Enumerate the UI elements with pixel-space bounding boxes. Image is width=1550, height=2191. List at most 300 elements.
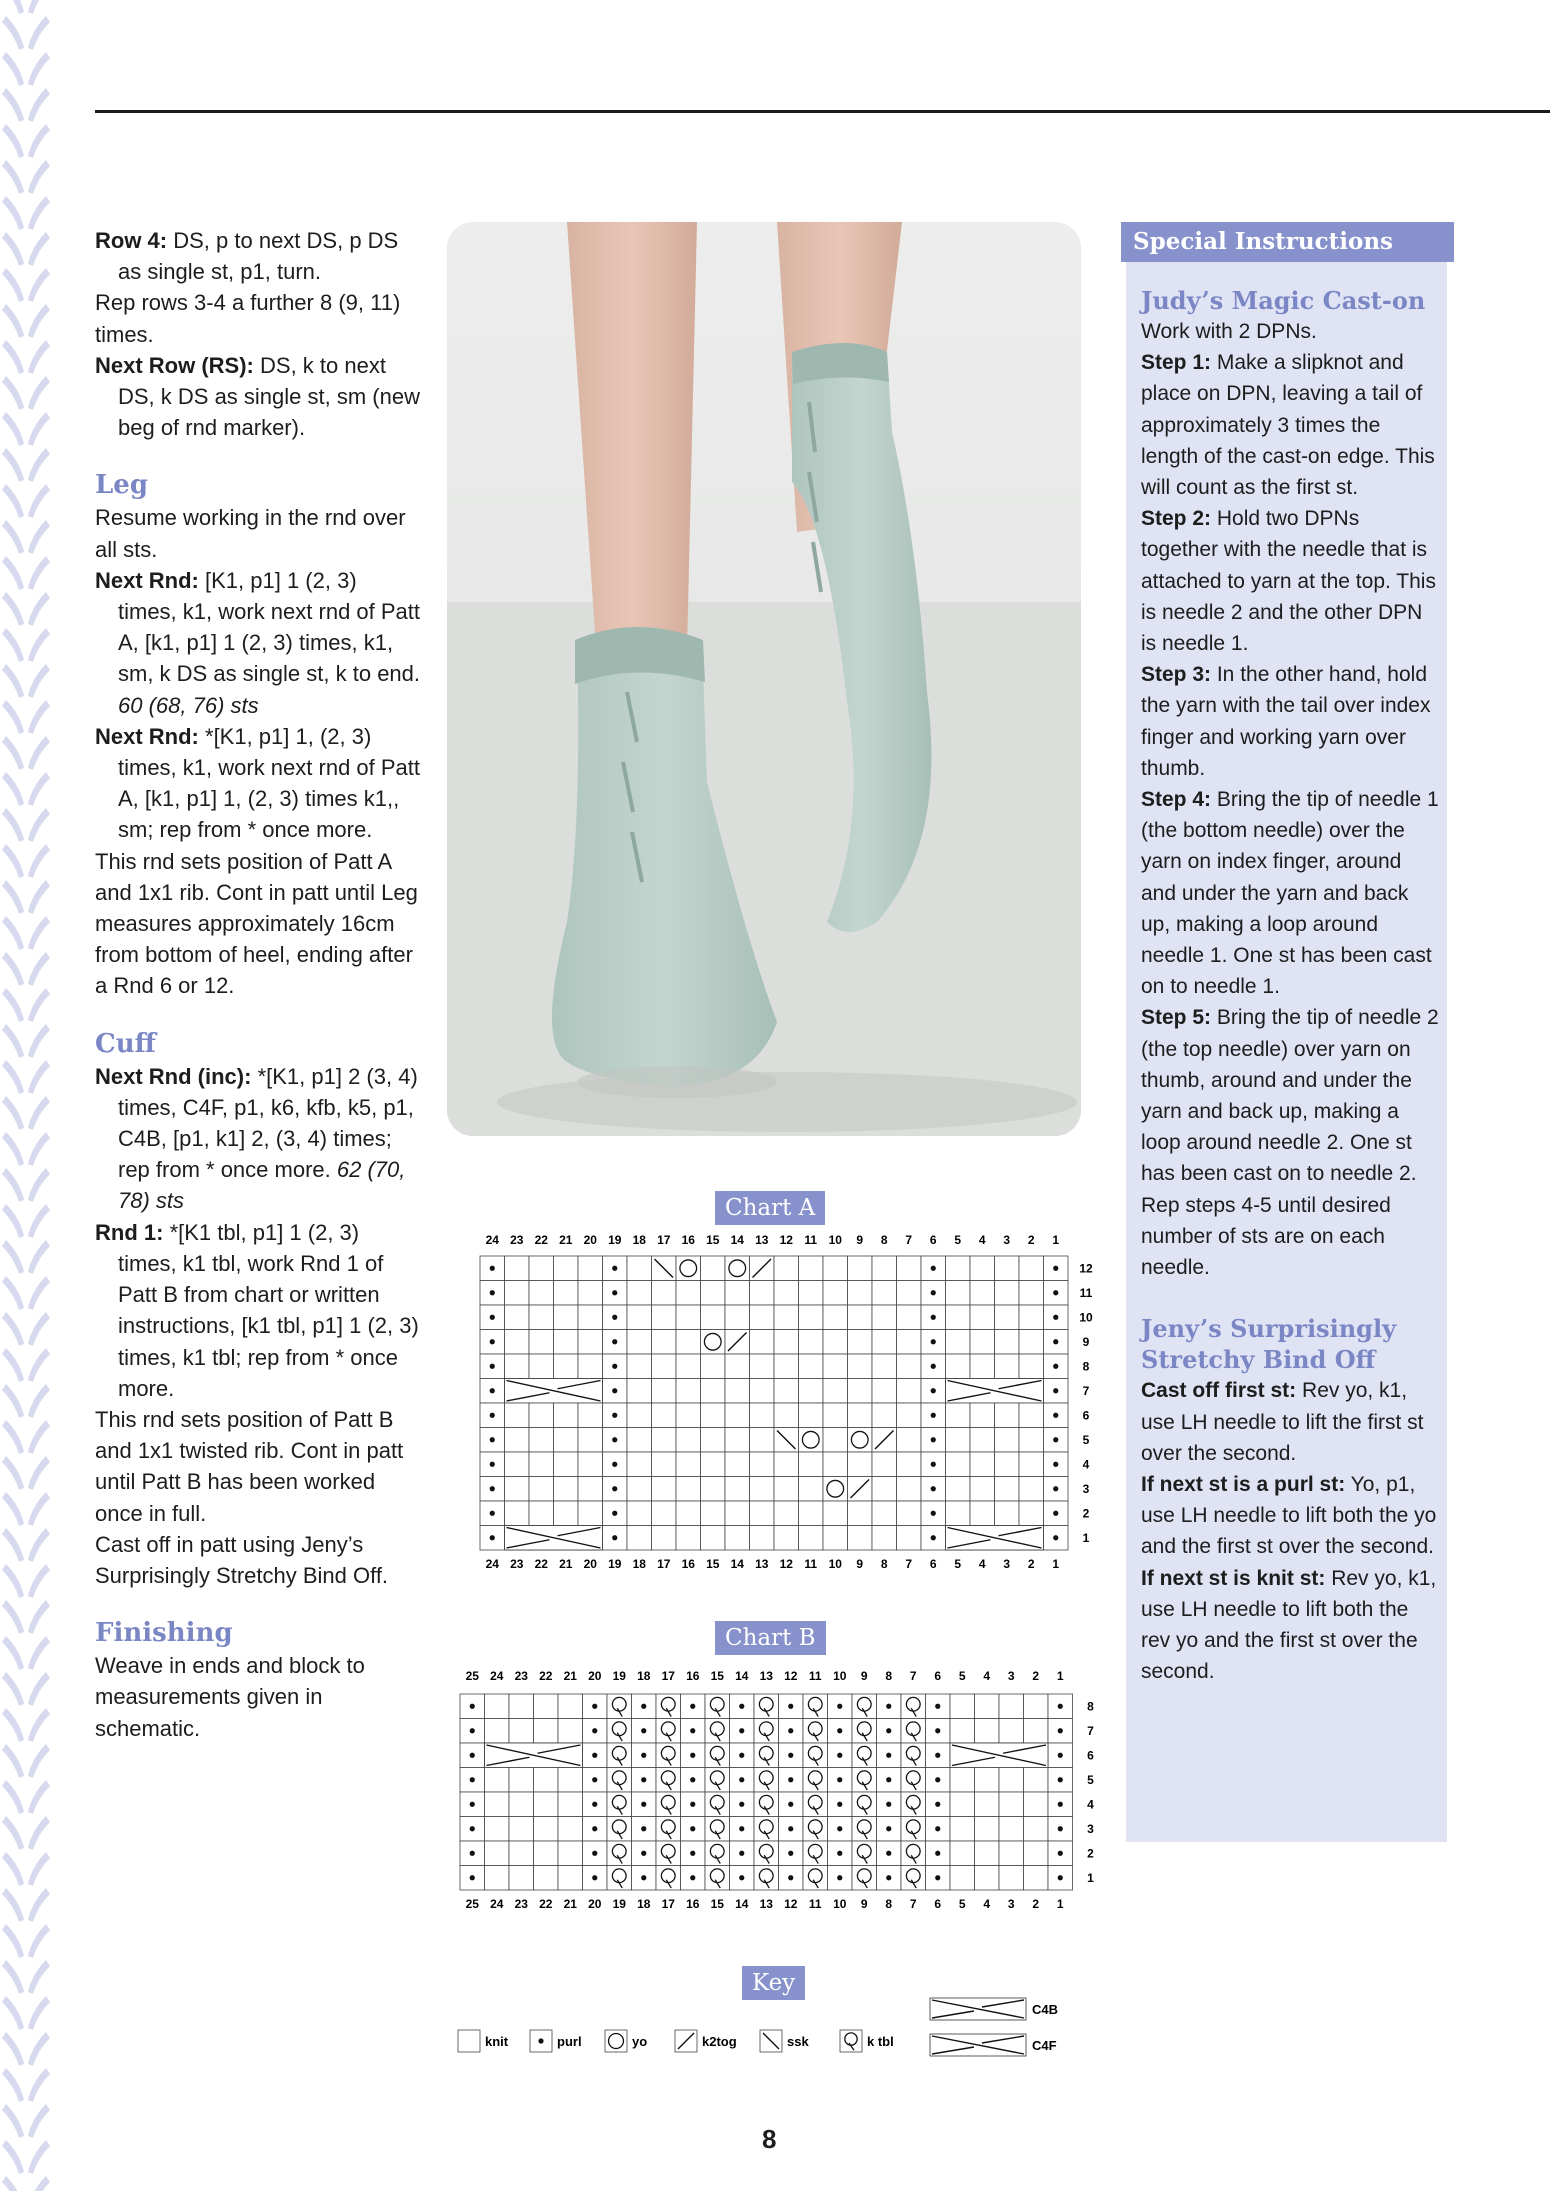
chart-a-col-label: 20 — [583, 1557, 597, 1571]
purl-symbol — [935, 1802, 940, 1807]
purl-symbol — [837, 1851, 842, 1856]
chart-a-cell — [946, 1428, 971, 1453]
chart-b-col-label: 18 — [637, 1669, 651, 1683]
chart-a-cell — [652, 1526, 677, 1551]
chart-a-col-label: 15 — [706, 1557, 720, 1571]
chart-b-cell — [534, 1792, 559, 1817]
chart-b-col-label: 11 — [808, 1669, 822, 1683]
chart-a-cell — [897, 1403, 922, 1428]
chart-a-cell — [848, 1526, 873, 1551]
chart-a-col-label: 19 — [608, 1557, 622, 1571]
chart-a-cell — [554, 1305, 579, 1330]
judy-heading: Judy’s Magic Cast-on — [1141, 286, 1426, 315]
purl-symbol — [1053, 1266, 1058, 1271]
purl-symbol — [935, 1753, 940, 1758]
next-row-rs-instruction: Next Row (RS): DS, k to next DS, k DS as single st, sm (new beg of rnd marker). — [95, 352, 420, 441]
chart-b — [450, 1660, 1110, 1920]
purl-symbol — [935, 1704, 940, 1709]
purl-symbol — [641, 1875, 646, 1880]
chart-a-cell — [970, 1330, 995, 1355]
purl-symbol — [788, 1802, 793, 1807]
chart-a-cell — [627, 1379, 652, 1404]
chart-a-cell — [750, 1428, 775, 1453]
chart-b-col-label: 11 — [808, 1897, 822, 1911]
purl-symbol — [1058, 1802, 1063, 1807]
purl-symbol — [1053, 1339, 1058, 1344]
c4b-cable-symbol — [950, 1743, 1048, 1768]
chart-b-col-label: 14 — [735, 1669, 749, 1683]
purl-symbol — [739, 1777, 744, 1782]
purl-symbol — [612, 1290, 617, 1295]
judy-step-1: Step 1: Make a slipknot and place on DPN, leaving a tail of approximately 3 times the length of the cast-on edge. This will count as the first st. — [1141, 351, 1435, 500]
ssk-key-label: ssk — [787, 2034, 809, 2049]
chart-a-row-label: 10 — [1079, 1310, 1093, 1325]
chart-a-cell — [676, 1354, 701, 1379]
chart-a-cell — [774, 1379, 799, 1404]
k2tog-key-label: k2tog — [702, 2034, 737, 2049]
chart-a-cell — [578, 1281, 603, 1306]
chart-a-cell — [529, 1501, 554, 1526]
purl-symbol — [931, 1266, 936, 1271]
leg-next-rnd-1: Next Rnd: [K1, p1] 1 (2, 3) times, k1, work next rnd of Patt A, [k1, p1] 1 (2, 3) times, k1, sm, k DS as single st, k to end. 60 (68, 76) sts — [95, 567, 421, 718]
chart-b-col-label: 20 — [588, 1669, 602, 1683]
chart-a-cell — [799, 1330, 824, 1355]
purl-symbol — [592, 1826, 597, 1831]
c4f-key-label: C4F — [1032, 2038, 1057, 2053]
chart-a-cell — [848, 1281, 873, 1306]
purl-symbol — [1058, 1704, 1063, 1709]
braid-border — [0, 0, 52, 2191]
purl-symbol — [1053, 1486, 1058, 1491]
chart-a-cell — [701, 1452, 726, 1477]
chart-a-cell — [1019, 1330, 1044, 1355]
chart-a-cell — [774, 1330, 799, 1355]
chart-a-cell — [799, 1379, 824, 1404]
purl-symbol — [935, 1826, 940, 1831]
chart-b-cell — [950, 1817, 975, 1842]
chart-a-cell — [554, 1330, 579, 1355]
chart-a-cell — [872, 1256, 897, 1281]
chart-a-cell — [1019, 1354, 1044, 1379]
purl-symbol — [1058, 1753, 1063, 1758]
top-rule — [95, 110, 1550, 113]
chart-a-col-label: 24 — [485, 1557, 499, 1571]
chart-a-cell — [1019, 1452, 1044, 1477]
chart-a-cell — [554, 1256, 579, 1281]
chart-a-cell — [627, 1354, 652, 1379]
chart-a-col-label: 14 — [730, 1557, 744, 1571]
chart-b-cell — [558, 1817, 583, 1842]
chart-a-cell — [701, 1281, 726, 1306]
chart-b-cell — [975, 1792, 1000, 1817]
c4f-cable-symbol — [485, 1743, 583, 1768]
purl-symbol — [690, 1826, 695, 1831]
chart-b-cell — [485, 1768, 510, 1793]
chart-b-col-label: 21 — [563, 1669, 577, 1683]
chart-a-cell — [799, 1305, 824, 1330]
purl-symbol — [739, 1826, 744, 1831]
chart-b-col-label: 12 — [784, 1669, 798, 1683]
chart-a-cell — [725, 1281, 750, 1306]
purl-symbol — [739, 1802, 744, 1807]
purl-symbol — [490, 1315, 495, 1320]
purl-symbol — [739, 1753, 744, 1758]
chart-a-cell — [676, 1501, 701, 1526]
purl-symbol — [592, 1728, 597, 1733]
chart-a-col-label: 13 — [755, 1233, 769, 1247]
chart-b-cell — [534, 1841, 559, 1866]
chart-b-cell — [509, 1719, 534, 1744]
chart-a-cell — [995, 1403, 1020, 1428]
chart-b-cell — [509, 1792, 534, 1817]
chart-a-cell — [995, 1305, 1020, 1330]
purl-symbol — [935, 1777, 940, 1782]
chart-a-cell — [995, 1501, 1020, 1526]
chart-a-row-label: 4 — [1082, 1457, 1090, 1472]
chart-b-col-label: 9 — [860, 1897, 868, 1911]
chart-b-cell — [485, 1694, 510, 1719]
purl-symbol — [690, 1851, 695, 1856]
chart-a-col-label: 17 — [657, 1233, 671, 1247]
purl-symbol — [931, 1462, 936, 1467]
chart-b-cell — [509, 1694, 534, 1719]
chart-a-cell — [823, 1281, 848, 1306]
chart-a-cell — [505, 1354, 530, 1379]
chart-a-cell — [529, 1305, 554, 1330]
yo-key-label: yo — [632, 2034, 648, 2049]
chart-a-col-label: 1 — [1052, 1557, 1060, 1571]
chart-b-col-label: 15 — [710, 1669, 724, 1683]
chart-a-cell — [750, 1330, 775, 1355]
purl-symbol — [837, 1753, 842, 1758]
chart-a-cell — [970, 1256, 995, 1281]
purl-symbol — [931, 1339, 936, 1344]
chart-a-cell — [676, 1477, 701, 1502]
purl-symbol — [641, 1851, 646, 1856]
chart-b-cell — [509, 1866, 534, 1891]
chart-a-cell — [897, 1428, 922, 1453]
chart-a-cell — [750, 1354, 775, 1379]
chart-a-cell — [701, 1526, 726, 1551]
purl-symbol — [612, 1535, 617, 1540]
chart-a-cell — [946, 1281, 971, 1306]
chart-b-cell — [509, 1817, 534, 1842]
chart-b-col-label: 4 — [983, 1669, 991, 1683]
chart-a-cell — [946, 1354, 971, 1379]
chart-a-row-label: 8 — [1082, 1359, 1090, 1374]
purl-symbol — [931, 1364, 936, 1369]
chart-a-cell — [848, 1501, 873, 1526]
purl-symbol — [931, 1413, 936, 1418]
chart-a-cell — [897, 1281, 922, 1306]
chart-a-cell — [701, 1403, 726, 1428]
chart-a-cell — [676, 1281, 701, 1306]
chart-b-col-label: 19 — [612, 1897, 626, 1911]
chart-b-cell — [975, 1768, 1000, 1793]
purl-symbol — [1053, 1511, 1058, 1516]
chart-a-cell — [627, 1403, 652, 1428]
chart-a-cell — [750, 1379, 775, 1404]
chart-a-cell — [848, 1403, 873, 1428]
chart-a-cell — [799, 1452, 824, 1477]
chart-a-cell — [995, 1354, 1020, 1379]
chart-b-col-label: 25 — [465, 1669, 479, 1683]
chart-a-cell — [529, 1452, 554, 1477]
chart-a-cell — [995, 1428, 1020, 1453]
chart-b-col-label: 1 — [1056, 1897, 1064, 1911]
chart-b-col-label: 3 — [1007, 1897, 1015, 1911]
chart-b-cell — [999, 1768, 1024, 1793]
chart-a-cell — [799, 1354, 824, 1379]
chart-a-col-label: 22 — [534, 1233, 548, 1247]
chart-a-cell — [799, 1281, 824, 1306]
chart-b-col-label: 18 — [637, 1897, 651, 1911]
purl-symbol — [931, 1511, 936, 1516]
purl-symbol — [490, 1388, 495, 1393]
chart-a — [470, 1226, 1110, 1581]
chart-b-col-label: 4 — [983, 1897, 991, 1911]
chart-b-cell — [1024, 1694, 1049, 1719]
chart-a-cell — [774, 1354, 799, 1379]
chart-b-col-label: 16 — [686, 1669, 700, 1683]
chart-a-cell — [823, 1305, 848, 1330]
chart-b-col-label: 2 — [1032, 1669, 1040, 1683]
chart-b-cell — [485, 1792, 510, 1817]
purl-symbol — [886, 1875, 891, 1880]
purl-symbol — [1053, 1437, 1058, 1442]
chart-b-col-label: 7 — [909, 1669, 917, 1683]
chart-a-cell — [1019, 1281, 1044, 1306]
purl-symbol — [592, 1777, 597, 1782]
chart-b-cell — [509, 1768, 534, 1793]
chart-a-cell — [652, 1281, 677, 1306]
leg-heading: Leg — [95, 470, 149, 501]
chart-a-cell — [848, 1354, 873, 1379]
row-4-instruction: Row 4: DS, p to next DS, p DS as single st, p1, turn. — [95, 228, 399, 285]
purl-symbol — [490, 1437, 495, 1442]
chart-a-cell — [823, 1330, 848, 1355]
chart-b-cell — [999, 1817, 1024, 1842]
chart-a-cell — [578, 1330, 603, 1355]
chart-a-cell — [946, 1305, 971, 1330]
chart-a-cell — [897, 1526, 922, 1551]
purl-symbol — [788, 1753, 793, 1758]
chart-a-col-label: 20 — [583, 1233, 597, 1247]
chart-b-col-label: 24 — [490, 1897, 504, 1911]
purl-symbol — [1053, 1290, 1058, 1295]
purl-symbol — [470, 1802, 475, 1807]
chart-b-cell — [534, 1768, 559, 1793]
chart-a-cell — [872, 1330, 897, 1355]
chart-a-cell — [823, 1526, 848, 1551]
purl-symbol — [612, 1315, 617, 1320]
chart-b-cell — [950, 1768, 975, 1793]
purl-symbol — [490, 1535, 495, 1540]
purl-symbol — [788, 1826, 793, 1831]
finishing-heading: Finishing — [95, 1618, 233, 1649]
purl-symbol — [739, 1875, 744, 1880]
chart-a-cell — [823, 1256, 848, 1281]
chart-b-cell — [558, 1768, 583, 1793]
purl-symbol — [641, 1704, 646, 1709]
chart-a-cell — [872, 1305, 897, 1330]
chart-a-cell — [970, 1305, 995, 1330]
purl-symbol — [490, 1339, 495, 1344]
purl-key-label: purl — [557, 2034, 582, 2049]
chart-b-row-label: 6 — [1087, 1748, 1094, 1763]
chart-a-cell — [627, 1281, 652, 1306]
chart-a-row-label: 11 — [1079, 1285, 1093, 1300]
chart-b-cell — [485, 1841, 510, 1866]
chart-a-row-label: 7 — [1082, 1383, 1090, 1398]
chart-a-col-label: 18 — [632, 1557, 646, 1571]
chart-a-col-label: 3 — [1003, 1233, 1011, 1247]
chart-a-cell — [676, 1526, 701, 1551]
chart-a-cell — [529, 1330, 554, 1355]
purl-symbol — [1053, 1413, 1058, 1418]
judy-intro: Work with 2 DPNs. — [1141, 320, 1317, 343]
chart-a-col-label: 23 — [510, 1557, 524, 1571]
chart-a-col-label: 13 — [755, 1557, 769, 1571]
chart-a-cell — [505, 1305, 530, 1330]
chart-a-cell — [774, 1403, 799, 1428]
chart-a-col-label: 3 — [1003, 1557, 1011, 1571]
chart-a-cell — [676, 1305, 701, 1330]
purl-symbol — [612, 1511, 617, 1516]
chart-a-cell — [1019, 1256, 1044, 1281]
chart-a-cell — [725, 1379, 750, 1404]
chart-b-cell — [975, 1694, 1000, 1719]
purl-symbol — [1053, 1315, 1058, 1320]
c4b-cable-symbol — [930, 1998, 1026, 2020]
leg-outro: This rnd sets position of Patt A and 1x1 rib. Cont in patt until Leg measures approximately 16cm from bottom of heel, ending after a Rnd 6 or 12. — [95, 848, 418, 999]
purl-symbol — [592, 1753, 597, 1758]
ktbl-key-label: k tbl — [867, 2034, 894, 2049]
chart-a-cell — [701, 1501, 726, 1526]
purl-symbol — [886, 1728, 891, 1733]
purl-symbol — [490, 1364, 495, 1369]
chart-b-row-label: 4 — [1087, 1797, 1094, 1812]
chart-a-cell — [823, 1428, 848, 1453]
chart-a-col-label: 2 — [1027, 1557, 1035, 1571]
chart-a-cell — [652, 1428, 677, 1453]
chart-b-cell — [999, 1719, 1024, 1744]
chart-a-cell — [725, 1477, 750, 1502]
chart-a-cell — [970, 1354, 995, 1379]
c4b-cable-symbol — [946, 1379, 1044, 1404]
purl-symbol — [788, 1704, 793, 1709]
purl-symbol — [470, 1826, 475, 1831]
chart-a-cell — [578, 1403, 603, 1428]
purl-symbol — [592, 1851, 597, 1856]
chart-a-cell — [627, 1428, 652, 1453]
chart-a-cell — [799, 1403, 824, 1428]
c4b-key-label: C4B — [1032, 2002, 1059, 2017]
chart-a-col-label: 16 — [681, 1557, 695, 1571]
chart-a-cell — [970, 1403, 995, 1428]
purl-symbol — [931, 1437, 936, 1442]
chart-a-cell — [774, 1452, 799, 1477]
chart-b-col-label: 23 — [514, 1669, 528, 1683]
chart-a-cell — [897, 1452, 922, 1477]
chart-b-col-label: 19 — [612, 1669, 626, 1683]
purl-symbol — [490, 1511, 495, 1516]
chart-b-cell — [999, 1866, 1024, 1891]
purl-symbol — [690, 1728, 695, 1733]
purl-symbol — [470, 1851, 475, 1856]
chart-a-cell — [529, 1256, 554, 1281]
chart-b-cell — [1024, 1866, 1049, 1891]
chart-b-cell — [1024, 1768, 1049, 1793]
chart-a-cell — [774, 1477, 799, 1502]
jeny-item-2: If next st is a purl st: Yo, p1, use LH needle to lift both the yo and the first st over the second. — [1141, 1472, 1437, 1559]
chart-a-col-label: 10 — [828, 1557, 842, 1571]
chart-a-col-label: 14 — [730, 1233, 744, 1247]
purl-symbol — [837, 1875, 842, 1880]
chart-b-cell — [950, 1866, 975, 1891]
chart-a-cell — [848, 1379, 873, 1404]
chart-a-cell — [750, 1305, 775, 1330]
chart-b-cell — [950, 1792, 975, 1817]
chart-a-cell — [627, 1526, 652, 1551]
chart-b-col-label: 9 — [860, 1669, 868, 1683]
chart-a-cell — [652, 1452, 677, 1477]
special-instructions-title: Special Instructions — [1121, 222, 1454, 262]
chart-a-col-label: 11 — [804, 1233, 818, 1247]
chart-a-cell — [725, 1354, 750, 1379]
chart-a-cell — [505, 1281, 530, 1306]
jeny-heading: Jeny’s Surprisingly Stretchy Bind Off — [1141, 1314, 1397, 1375]
chart-b-col-label: 13 — [759, 1669, 773, 1683]
chart-a-cell — [872, 1403, 897, 1428]
chart-a-col-label: 5 — [954, 1233, 962, 1247]
chart-a-cell — [750, 1452, 775, 1477]
purl-symbol — [612, 1437, 617, 1442]
chart-a-cell — [774, 1305, 799, 1330]
chart-a-cell — [529, 1281, 554, 1306]
finishing-text: Weave in ends and block to measurements given in schematic. — [95, 1653, 365, 1741]
chart-a-cell — [995, 1477, 1020, 1502]
chart-a-cell — [897, 1330, 922, 1355]
chart-a-col-label: 24 — [485, 1233, 499, 1247]
chart-b-cell — [485, 1866, 510, 1891]
chart-a-cell — [652, 1305, 677, 1330]
judy-step-5: Step 5: Bring the tip of needle 2 (the top needle) over yarn on thumb, around and under the yarn and back up, making a loop around needle 2. One st has been cast on to needle 2. — [1141, 1006, 1439, 1186]
chart-a-col-label: 22 — [534, 1557, 548, 1571]
key-title: Key — [742, 1966, 805, 2000]
chart-b-col-label: 2 — [1032, 1897, 1040, 1911]
knit-key-box — [458, 2030, 480, 2052]
chart-a-col-label: 7 — [905, 1557, 913, 1571]
chart-b-col-label: 3 — [1007, 1669, 1015, 1683]
purl-symbol — [1058, 1826, 1063, 1831]
chart-a-cell — [505, 1452, 530, 1477]
chart-a-col-label: 4 — [978, 1557, 986, 1571]
purl-symbol — [886, 1802, 891, 1807]
chart-a-cell — [799, 1501, 824, 1526]
judy-step-3: Step 3: In the other hand, hold the yarn with the tail over index finger and working yarn over thumb. — [1141, 663, 1431, 780]
chart-a-col-label: 5 — [954, 1557, 962, 1571]
chart-a-cell — [1019, 1403, 1044, 1428]
chart-a-cell — [970, 1501, 995, 1526]
chart-a-cell — [725, 1452, 750, 1477]
chart-a-cell — [505, 1256, 530, 1281]
chart-a-row-label: 9 — [1082, 1334, 1090, 1349]
chart-a-cell — [627, 1477, 652, 1502]
purl-symbol — [690, 1777, 695, 1782]
chart-b-col-label: 12 — [784, 1897, 798, 1911]
chart-a-col-label: 19 — [608, 1233, 622, 1247]
